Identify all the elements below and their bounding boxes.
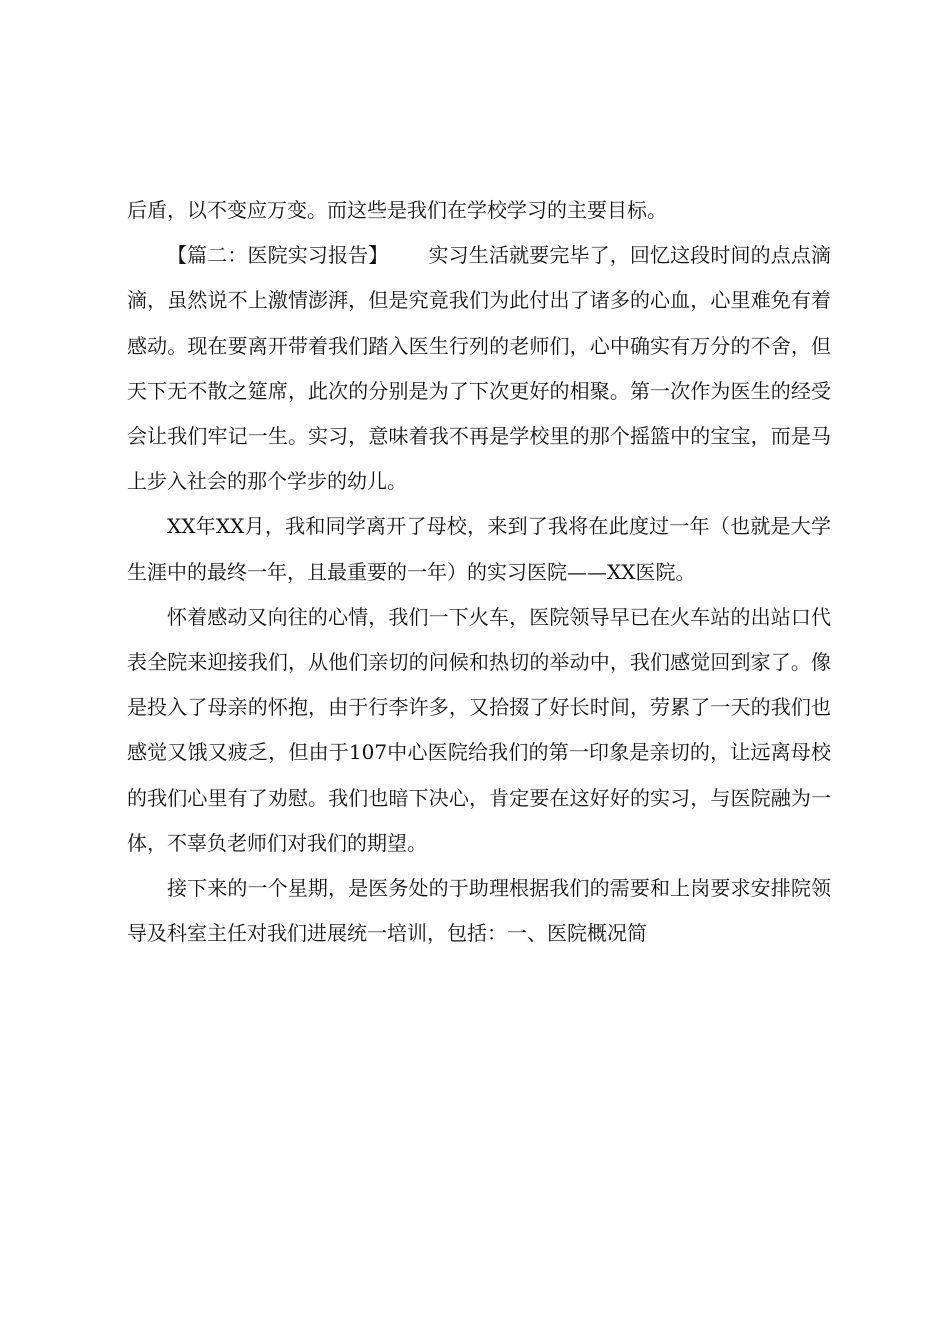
paragraph (127, 188, 831, 233)
paragraph-text: XX年XX月，我和同学离开了母校，来到了我将在此度过一年（也就是大学生涯中的最终一年，且最重要的一年）的实习医院——XX医院。 (127, 514, 831, 584)
document-body (127, 188, 831, 956)
paragraph-text: 实习生活就要完毕了，回忆这段时间的点点滴滴，虽然说不上激情澎湃，但是究竟我们为此付出了诸多的心血，心里难免有着感动。现在要离开带着我们踏入医生行列的老师们，心中确实有万分的不舍，但天下无不散之筵席，此次的分别是为了下次更好的相聚。第一次作为医生的经受会让我们牢记一生。实习，意味着我不再是学校里的那个摇篮中的宝宝，而是马上步入社会的那个学步的幼儿。 (127, 243, 832, 494)
paragraph-section-two (127, 233, 831, 504)
paragraph (127, 595, 831, 866)
section-heading: 【篇二：医院实习报告】 (167, 243, 389, 268)
paragraph (127, 866, 831, 956)
paragraph-text: 后盾，以不变应万变。而这些是我们在学校学习的主要目标。 (127, 198, 667, 222)
paragraph-text: 怀着感动又向往的心情，我们一下火车，医院领导早已在火车站的出站口代表全院来迎接我们，从他们亲切的问候和热切的举动中，我们感觉回到家了。像是投入了母亲的怀抱，由于行李许多，又拾掇了好长时间，劳累了一天的我们也感觉又饿又疲乏，但由于107中心医院给我们的第一印象是亲切的，让远离母校的我们心里有了劝慰。我们也暗下决心，肯定要在这好好的实习，与医院融为一体，不辜负老师们对我们的期望。 (127, 604, 831, 855)
paragraph-text: 接下来的一个星期，是医务处的于助理根据我们的需要和上岗要求安排院领导及科室主任对我们进展统一培训，包括：一、医院概况简 (127, 876, 831, 946)
paragraph (127, 504, 831, 594)
